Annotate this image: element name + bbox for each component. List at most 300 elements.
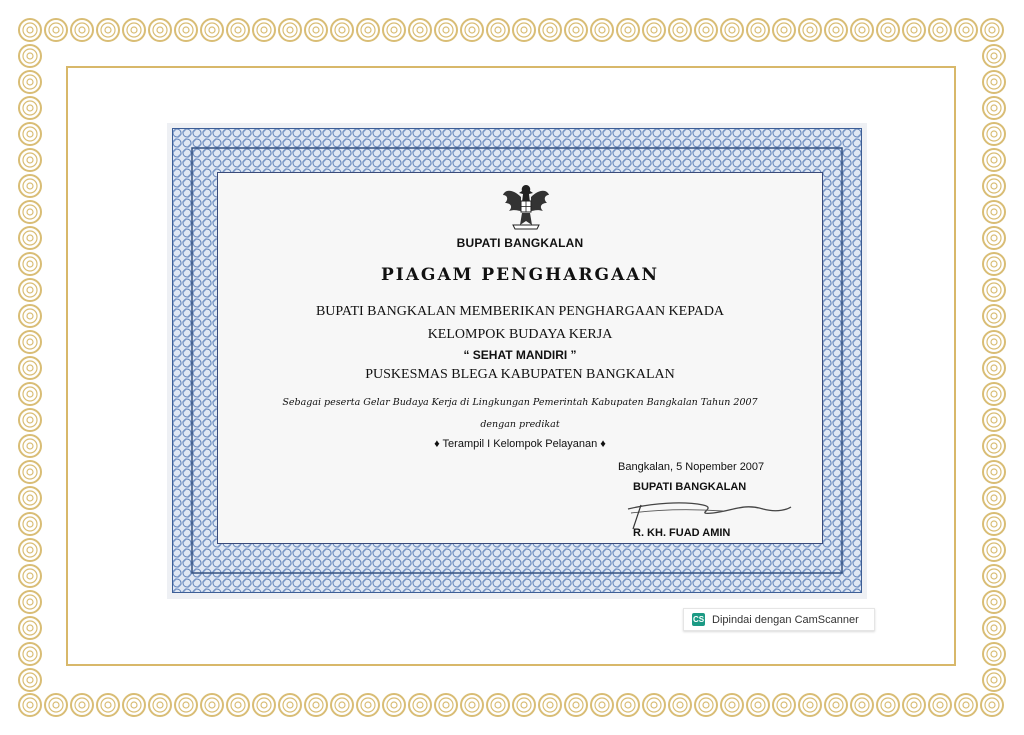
- gold-ring: [933, 23, 947, 37]
- gold-ring: [27, 27, 33, 33]
- gold-ring: [991, 573, 997, 579]
- gold-ring: [105, 702, 111, 708]
- gold-ring: [27, 469, 33, 475]
- issuer-heading: BUPATI BANGKALAN: [456, 236, 584, 250]
- gold-ring: [725, 698, 739, 712]
- gold-ring: [23, 647, 37, 661]
- gold-ring: [625, 27, 631, 33]
- gold-ring: [231, 698, 245, 712]
- gold-ring: [991, 235, 997, 241]
- gold-ring: [991, 599, 997, 605]
- gold-ring: [101, 23, 115, 37]
- gold-ring: [695, 19, 717, 41]
- gold-ring: [799, 694, 821, 716]
- place-date: Bangkalan, 5 Nopember 2007: [618, 461, 765, 473]
- gold-ring: [465, 23, 479, 37]
- gold-ring: [19, 279, 41, 301]
- gold-ring: [209, 27, 215, 33]
- gold-ring: [829, 23, 843, 37]
- gold-ring: [19, 253, 41, 275]
- gold-ring: [547, 27, 553, 33]
- gold-ring: [71, 694, 93, 716]
- gold-ring: [23, 387, 37, 401]
- award-predicate: ♦ Terampil I Kelompok Pelayanan ♦: [434, 438, 606, 450]
- gold-ring: [991, 131, 997, 137]
- gold-ring: [235, 27, 241, 33]
- gold-ring: [19, 227, 41, 249]
- gold-ring: [991, 53, 997, 59]
- gold-ring: [991, 105, 997, 111]
- gold-ring: [227, 694, 249, 716]
- gold-ring: [149, 694, 171, 716]
- gold-ring: [621, 698, 635, 712]
- gold-ring: [747, 19, 769, 41]
- gold-ring: [983, 279, 1005, 301]
- gold-ring: [983, 71, 1005, 93]
- gold-ring: [19, 201, 41, 223]
- gold-ring: [959, 23, 973, 37]
- gold-ring: [991, 183, 997, 189]
- gold-ring: [781, 27, 787, 33]
- gold-ring: [991, 287, 997, 293]
- gold-ring: [885, 27, 891, 33]
- gold-ring: [287, 27, 293, 33]
- gold-ring: [71, 19, 93, 41]
- gold-ring: [443, 702, 449, 708]
- gold-ring: [19, 565, 41, 587]
- gold-ring: [643, 19, 665, 41]
- gold-ring: [183, 27, 189, 33]
- gold-ring: [987, 491, 1001, 505]
- gold-ring: [23, 621, 37, 635]
- gold-ring: [983, 253, 1005, 275]
- gold-ring: [991, 495, 997, 501]
- gold-ring: [279, 19, 301, 41]
- gold-ring: [669, 19, 691, 41]
- gold-ring: [751, 698, 765, 712]
- gold-ring: [27, 547, 33, 553]
- gold-ring: [331, 19, 353, 41]
- gold-ring: [877, 694, 899, 716]
- gold-ring: [27, 261, 33, 267]
- gold-ring: [703, 27, 709, 33]
- gold-ring: [991, 79, 997, 85]
- gold-ring: [339, 27, 345, 33]
- gold-ring: [517, 23, 531, 37]
- gold-ring: [799, 19, 821, 41]
- recipient-group: KELOMPOK BUDAYA KERJA: [427, 327, 613, 342]
- gold-ring: [991, 625, 997, 631]
- gold-ring: [677, 702, 683, 708]
- gold-ring: [23, 439, 37, 453]
- gold-ring: [357, 19, 379, 41]
- certificate-title: PIAGAM PENGHARGAAN: [381, 265, 659, 285]
- gold-ring: [573, 27, 579, 33]
- gold-ring: [987, 257, 1001, 271]
- gold-ring: [27, 651, 33, 657]
- gold-ring: [539, 19, 561, 41]
- gold-ring: [987, 621, 1001, 635]
- gold-ring: [305, 694, 327, 716]
- gold-ring: [833, 27, 839, 33]
- gold-ring: [513, 694, 535, 716]
- gold-ring: [27, 677, 33, 683]
- gold-ring: [19, 643, 41, 665]
- certificate-body: [217, 172, 823, 544]
- gold-ring: [565, 19, 587, 41]
- gold-ring: [201, 694, 223, 716]
- gold-ring: [19, 435, 41, 457]
- gold-ring: [19, 694, 41, 716]
- predicate-label: dengan predikat: [480, 419, 560, 430]
- gold-ring: [983, 305, 1005, 327]
- gold-ring: [803, 698, 817, 712]
- gold-ring: [569, 23, 583, 37]
- gold-ring: [983, 149, 1005, 171]
- gold-ring: [911, 702, 917, 708]
- camscanner-label: Dipindai dengan CamScanner: [712, 613, 859, 626]
- gold-ring: [279, 694, 301, 716]
- gold-ring: [49, 23, 63, 37]
- gold-ring: [23, 698, 37, 712]
- gold-ring: [987, 673, 1001, 687]
- gold-ring: [569, 698, 583, 712]
- gold-ring: [127, 698, 141, 712]
- gold-ring: [987, 309, 1001, 323]
- gold-ring: [807, 27, 813, 33]
- gold-ring: [413, 23, 427, 37]
- gold-ring: [361, 23, 375, 37]
- gold-ring: [231, 23, 245, 37]
- gold-ring: [729, 702, 735, 708]
- gold-ring: [983, 617, 1005, 639]
- gold-ring: [755, 27, 761, 33]
- gold-ring: [721, 19, 743, 41]
- gold-ring: [235, 702, 241, 708]
- gold-ring: [983, 123, 1005, 145]
- gold-ring: [983, 357, 1005, 379]
- gold-ring: [19, 539, 41, 561]
- gold-ring: [981, 19, 1003, 41]
- gold-ring: [989, 27, 995, 33]
- gold-ring: [991, 313, 997, 319]
- gold-ring: [19, 331, 41, 353]
- gold-ring: [991, 261, 997, 267]
- gold-ring: [647, 23, 661, 37]
- gold-ring: [27, 702, 33, 708]
- gold-ring: [361, 698, 375, 712]
- gold-ring: [309, 698, 323, 712]
- gold-ring: [339, 702, 345, 708]
- gold-ring: [983, 669, 1005, 691]
- gold-ring: [23, 75, 37, 89]
- gold-ring: [179, 698, 193, 712]
- gold-ring: [543, 23, 557, 37]
- gold-ring: [23, 179, 37, 193]
- gold-ring: [987, 127, 1001, 141]
- gold-ring: [23, 543, 37, 557]
- gold-ring: [123, 694, 145, 716]
- gold-ring: [23, 491, 37, 505]
- gold-ring: [357, 694, 379, 716]
- gold-ring: [617, 694, 639, 716]
- gold-ring: [595, 698, 609, 712]
- gold-ring: [157, 702, 163, 708]
- gold-ring: [987, 205, 1001, 219]
- gold-ring: [991, 391, 997, 397]
- gold-ring: [991, 339, 997, 345]
- gold-ring: [201, 19, 223, 41]
- gold-ring: [27, 625, 33, 631]
- gold-ring: [131, 27, 137, 33]
- gold-ring: [983, 435, 1005, 457]
- gold-ring: [23, 205, 37, 219]
- gold-ring: [331, 694, 353, 716]
- gold-ring: [261, 702, 267, 708]
- gold-ring: [27, 417, 33, 423]
- gold-ring: [45, 19, 67, 41]
- gold-ring: [565, 694, 587, 716]
- gold-ring: [651, 27, 657, 33]
- recipient-name: “ SEHAT MANDIRI ”: [463, 348, 577, 362]
- gold-ring: [983, 565, 1005, 587]
- gold-ring: [987, 101, 1001, 115]
- gold-ring: [591, 19, 613, 41]
- gold-ring: [27, 339, 33, 345]
- gold-ring: [955, 694, 977, 716]
- gold-ring: [487, 19, 509, 41]
- gold-ring: [959, 698, 973, 712]
- gold-ring: [937, 27, 943, 33]
- gold-ring: [599, 27, 605, 33]
- gold-ring: [313, 27, 319, 33]
- gold-ring: [881, 23, 895, 37]
- gold-ring: [19, 617, 41, 639]
- gold-ring: [521, 27, 527, 33]
- gold-ring: [903, 19, 925, 41]
- gold-ring: [131, 702, 137, 708]
- gold-ring: [495, 27, 501, 33]
- gold-ring: [19, 357, 41, 379]
- gold-ring: [987, 647, 1001, 661]
- gold-ring: [27, 235, 33, 241]
- gold-ring: [617, 19, 639, 41]
- gold-ring: [335, 23, 349, 37]
- gold-ring: [205, 698, 219, 712]
- gold-ring: [27, 79, 33, 85]
- gold-ring: [23, 465, 37, 479]
- gold-ring: [205, 23, 219, 37]
- gold-ring: [19, 669, 41, 691]
- gold-ring: [651, 702, 657, 708]
- gold-ring: [983, 409, 1005, 431]
- gold-ring: [19, 45, 41, 67]
- gold-ring: [23, 231, 37, 245]
- gold-ring: [751, 23, 765, 37]
- gold-ring: [261, 27, 267, 33]
- gold-ring: [309, 23, 323, 37]
- gold-ring: [27, 313, 33, 319]
- gold-ring: [677, 27, 683, 33]
- gold-ring: [985, 698, 999, 712]
- gold-ring: [45, 694, 67, 716]
- gold-ring: [647, 698, 661, 712]
- gold-ring: [987, 231, 1001, 245]
- gold-ring: [521, 702, 527, 708]
- gold-ring: [987, 75, 1001, 89]
- gold-ring: [987, 569, 1001, 583]
- gold-ring: [987, 595, 1001, 609]
- gold-ring: [487, 694, 509, 716]
- gold-ring: [23, 153, 37, 167]
- gold-ring: [443, 27, 449, 33]
- gold-ring: [803, 23, 817, 37]
- gold-ring: [983, 461, 1005, 483]
- gold-ring: [49, 698, 63, 712]
- gold-ring: [983, 201, 1005, 223]
- gold-ring: [391, 702, 397, 708]
- gold-ring: [19, 97, 41, 119]
- gold-ring: [383, 19, 405, 41]
- gold-ring: [859, 27, 865, 33]
- gold-ring: [991, 469, 997, 475]
- gold-ring: [409, 19, 431, 41]
- camscanner-logo-icon: CS: [692, 615, 705, 624]
- gold-ring: [461, 694, 483, 716]
- gold-ring: [305, 19, 327, 41]
- gold-ring: [27, 53, 33, 59]
- gold-ring: [989, 702, 995, 708]
- gold-ring: [987, 543, 1001, 557]
- gold-ring: [491, 698, 505, 712]
- gold-ring: [991, 651, 997, 657]
- gold-ring: [929, 694, 951, 716]
- gold-ring: [413, 698, 427, 712]
- gold-ring: [911, 27, 917, 33]
- gold-ring: [773, 694, 795, 716]
- gold-ring: [283, 698, 297, 712]
- gold-ring: [963, 702, 969, 708]
- gold-ring: [27, 521, 33, 527]
- gold-ring: [19, 591, 41, 613]
- gold-ring: [101, 698, 115, 712]
- gold-ring: [19, 149, 41, 171]
- gold-ring: [149, 19, 171, 41]
- award-statement: BUPATI BANGKALAN MEMBERIKAN PENGHARGAAN KEPADA: [315, 304, 725, 319]
- gold-ring: [435, 694, 457, 716]
- gold-ring: [855, 698, 869, 712]
- gold-ring: [27, 365, 33, 371]
- gold-ring: [981, 694, 1003, 716]
- gold-ring: [23, 413, 37, 427]
- gold-ring: [439, 698, 453, 712]
- gold-ring: [755, 702, 761, 708]
- gold-ring: [595, 23, 609, 37]
- gold-ring: [23, 361, 37, 375]
- gold-ring: [335, 698, 349, 712]
- gold-ring: [983, 45, 1005, 67]
- gold-ring: [855, 23, 869, 37]
- gold-ring: [851, 694, 873, 716]
- gold-ring: [781, 702, 787, 708]
- gold-ring: [23, 257, 37, 271]
- gold-ring: [955, 19, 977, 41]
- gold-ring: [983, 539, 1005, 561]
- gold-ring: [227, 19, 249, 41]
- gold-ring: [19, 19, 41, 41]
- gold-ring: [991, 521, 997, 527]
- gold-ring: [417, 702, 423, 708]
- gold-ring: [79, 27, 85, 33]
- gold-ring: [983, 227, 1005, 249]
- gold-ring: [19, 461, 41, 483]
- gold-ring: [257, 698, 271, 712]
- gold-ring: [23, 569, 37, 583]
- gold-ring: [729, 27, 735, 33]
- gold-ring: [53, 702, 59, 708]
- gold-ring: [933, 698, 947, 712]
- gold-ring: [991, 365, 997, 371]
- gold-ring: [669, 694, 691, 716]
- gold-ring: [409, 694, 431, 716]
- gold-ring: [517, 698, 531, 712]
- gold-ring: [983, 513, 1005, 535]
- gold-ring: [27, 287, 33, 293]
- gold-ring: [417, 27, 423, 33]
- gold-ring: [903, 694, 925, 716]
- gold-ring: [469, 702, 475, 708]
- gold-ring: [19, 175, 41, 197]
- gold-ring: [387, 23, 401, 37]
- gold-ring: [23, 283, 37, 297]
- gold-ring: [27, 573, 33, 579]
- gold-ring: [19, 487, 41, 509]
- gold-ring: [283, 23, 297, 37]
- gold-ring: [599, 702, 605, 708]
- gold-ring: [23, 595, 37, 609]
- gold-ring: [987, 439, 1001, 453]
- gold-ring: [27, 443, 33, 449]
- gold-ring: [829, 698, 843, 712]
- gold-ring: [673, 23, 687, 37]
- gold-ring: [253, 19, 275, 41]
- gold-ring: [621, 23, 635, 37]
- gold-ring: [23, 335, 37, 349]
- gold-ring: [257, 23, 271, 37]
- gold-ring: [97, 694, 119, 716]
- gold-ring: [365, 27, 371, 33]
- gold-ring: [877, 19, 899, 41]
- gold-ring: [439, 23, 453, 37]
- gold-ring: [929, 19, 951, 41]
- gold-ring: [987, 413, 1001, 427]
- gold-ring: [907, 23, 921, 37]
- gold-ring: [991, 157, 997, 163]
- gold-ring: [123, 19, 145, 41]
- gold-ring: [23, 127, 37, 141]
- gold-ring: [851, 19, 873, 41]
- gold-ring: [991, 547, 997, 553]
- gold-ring: [773, 19, 795, 41]
- gold-ring: [987, 361, 1001, 375]
- gold-ring: [491, 23, 505, 37]
- gold-ring: [625, 702, 631, 708]
- gold-ring: [987, 179, 1001, 193]
- gold-ring: [23, 517, 37, 531]
- event-description: Sebagai peserta Gelar Budaya Kerja di Lingkungan Pemerintah Kabupaten Bangkalan Tahun 2007: [282, 397, 758, 408]
- gold-ring: [987, 465, 1001, 479]
- gold-ring: [987, 387, 1001, 401]
